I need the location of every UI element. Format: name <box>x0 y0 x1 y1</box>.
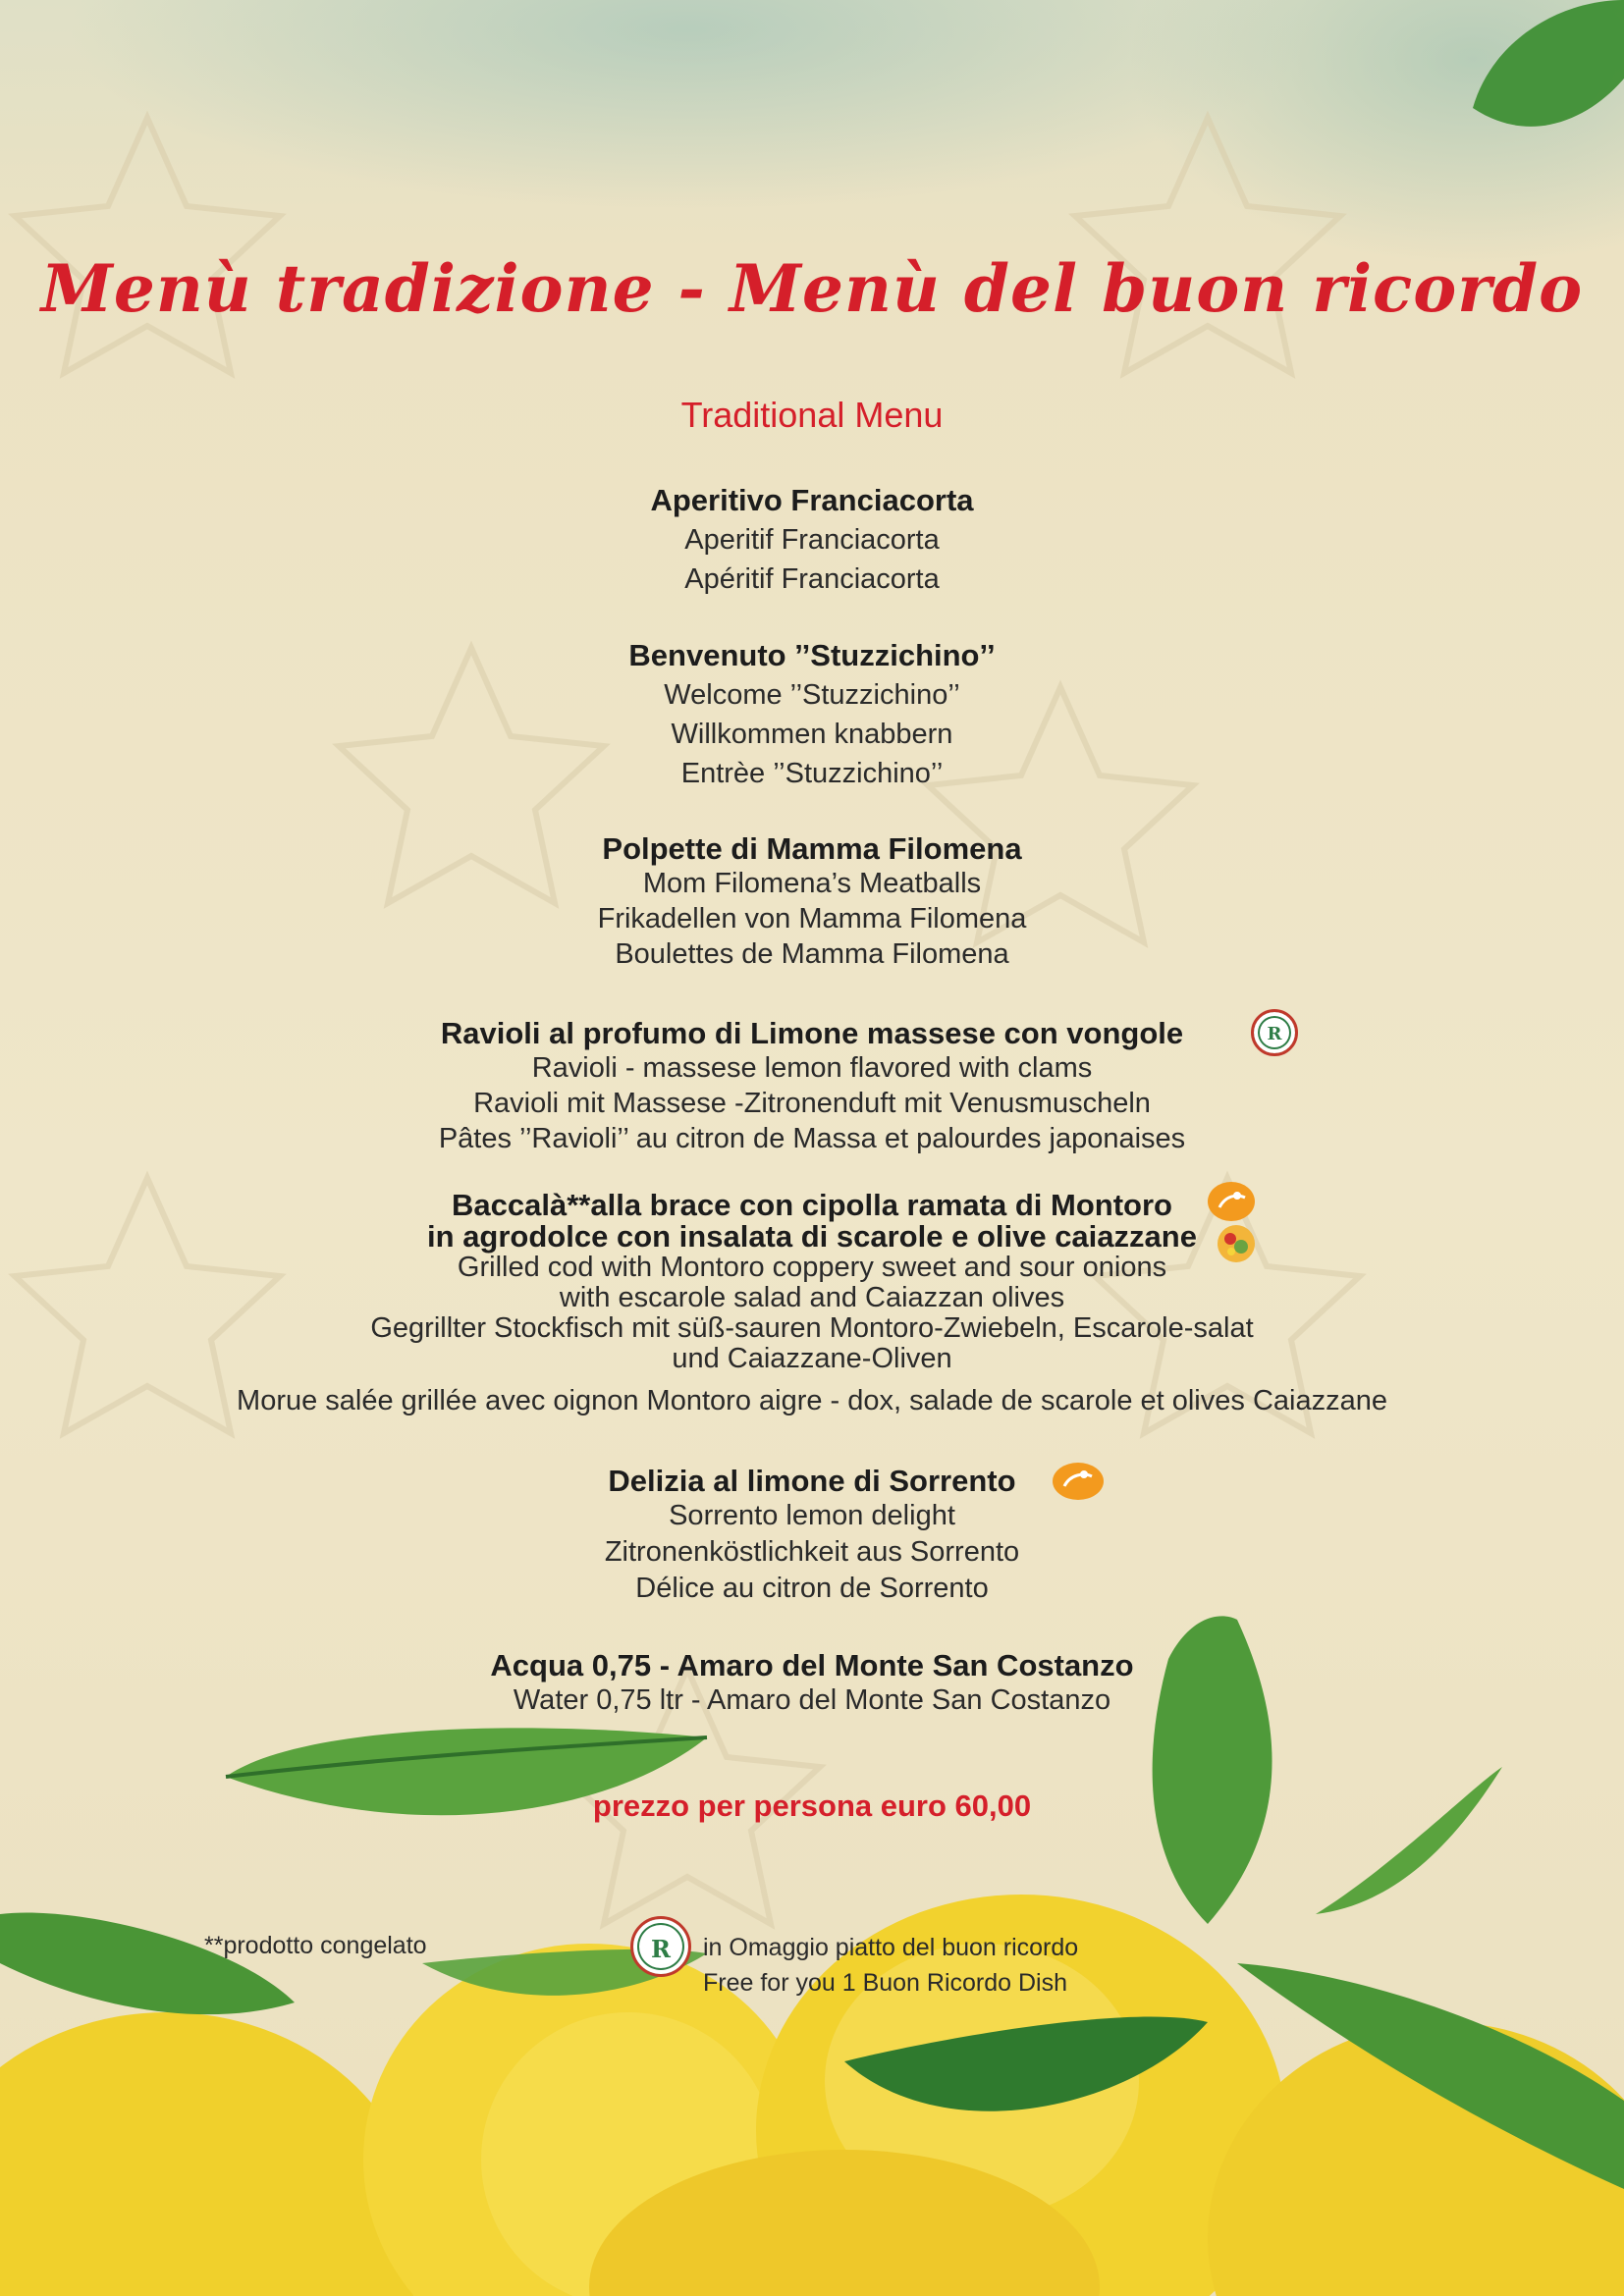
course-translation: Apéritif Franciacorta <box>684 563 940 595</box>
lemon-slow-food-icon <box>1053 1463 1104 1500</box>
course-name: in agrodolce con insalata di scarole e olive caiazzane <box>427 1219 1197 1254</box>
menu-title: Menù tradizione - Menù del buon ricordo <box>40 250 1584 327</box>
course-benvenuto <box>0 636 1624 793</box>
course-translation: Frikadellen von Mamma Filomena <box>597 903 1027 934</box>
food-pyramid-icon <box>1218 1225 1255 1262</box>
course-polpette <box>0 832 1624 972</box>
buon-ricordo-badge-icon: R <box>630 1916 691 1977</box>
course-translation: Délice au citron de Sorrento <box>635 1573 989 1604</box>
gift-note <box>703 1930 1078 2001</box>
course-translation: Entrèe ’’Stuzzichino’’ <box>680 758 944 789</box>
buon-ricordo-badge-icon: R <box>1251 1009 1298 1056</box>
course-name: Acqua 0,75 - Amaro del Monte San Costanzo <box>490 1648 1134 1682</box>
course-translation: Zitronenköstlichkeit aus Sorrento <box>604 1536 1020 1568</box>
course-translation: Ravioli mit Massese -Zitronenduft mit Venusmuscheln <box>473 1088 1151 1119</box>
lemon-slow-food-icon <box>1208 1182 1255 1221</box>
course-translation: Mom Filomena’s Meatballs <box>642 868 982 899</box>
course-name: Benvenuto ’’Stuzzichino’’ <box>628 638 996 672</box>
course-name: Ravioli al profumo di Limone massese con vongole <box>440 1016 1184 1050</box>
course-acqua-amaro <box>0 1649 1624 1718</box>
course-translation: with escarole salad and Caiazzan olives <box>559 1282 1065 1313</box>
course-aperitivo <box>0 481 1624 599</box>
course-translation: Sorrento lemon delight <box>669 1500 955 1531</box>
course-name: Polpette di Mamma Filomena <box>602 831 1022 866</box>
course-delizia <box>0 1465 1624 1607</box>
course-translation: Boulettes de Mamma Filomena <box>615 938 1009 970</box>
course-translation: Morue salée grillée avec oignon Montoro aigre - dox, salade de scarole et olives Caiazzane <box>237 1385 1387 1416</box>
course-translation: Water 0,75 ltr - Amaro del Monte San Costanzo <box>513 1684 1111 1716</box>
course-translation: Pâtes ’’Ravioli’’ au citron de Massa et palourdes japonaises <box>438 1123 1186 1154</box>
course-translation: Willkommen knabbern <box>671 719 953 750</box>
course-translation: und Caiazzane-Oliven <box>672 1343 952 1374</box>
gift-note-line: in Omaggio piatto del buon ricordo <box>703 1934 1079 1961</box>
frozen-product-note: **prodotto congelato <box>204 1932 427 1959</box>
course-name: Baccalà**alla brace con cipolla ramata di Montoro <box>452 1188 1172 1222</box>
course-translation: Aperitif Franciacorta <box>684 524 940 556</box>
course-translation: Gegrillter Stockfisch mit süß-sauren Montoro-Zwiebeln, Escarole-salat <box>370 1312 1254 1344</box>
course-ravioli <box>0 1017 1624 1156</box>
price-per-person: prezzo per persona euro 60,00 <box>592 1789 1032 1823</box>
course-baccala <box>0 1190 1624 1427</box>
course-translation: Ravioli - massese lemon flavored with clams <box>531 1052 1093 1084</box>
course-name: Aperitivo Franciacorta <box>650 483 974 517</box>
course-name: Delizia al limone di Sorrento <box>608 1464 1016 1498</box>
menu-subtitle: Traditional Menu <box>680 395 944 435</box>
course-translation: Welcome ’’Stuzzichino’’ <box>664 679 960 711</box>
course-translation: Grilled cod with Montoro coppery sweet and sour onions <box>457 1252 1167 1283</box>
gift-note-line: Free for you 1 Buon Ricordo Dish <box>703 1969 1068 1997</box>
